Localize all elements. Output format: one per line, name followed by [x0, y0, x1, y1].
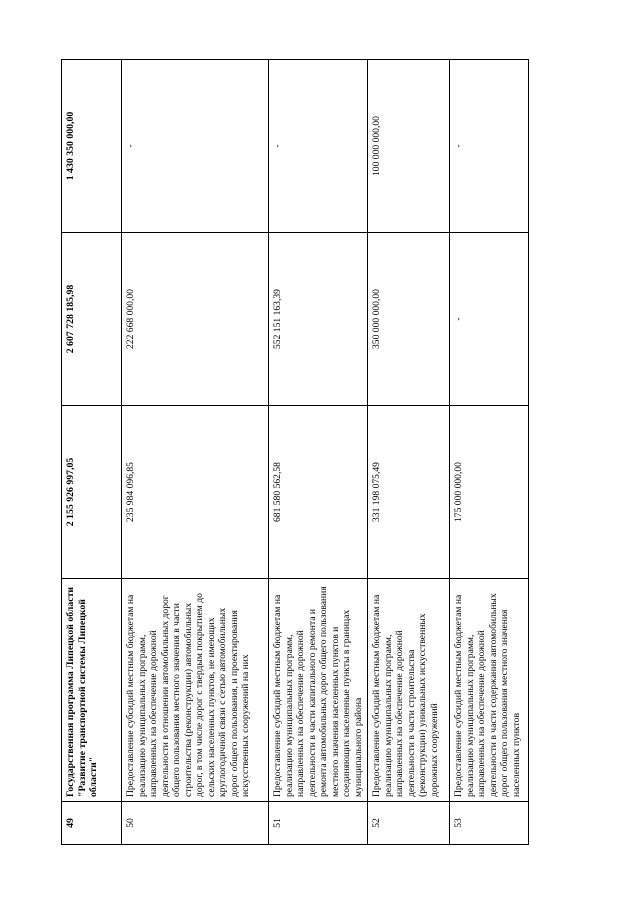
row-description: Предоставление субсидий местным бюджетам на реализацию муниципальных программ, направленных на обеспечение дорожной деятельности в части содержания автомобильных дорог общего пользования местного значения населенных пунктов	[450, 579, 529, 802]
table-row	[62, 60, 122, 845]
amount-col-3: -	[450, 60, 529, 233]
amount-col-2: -	[450, 233, 529, 406]
amount-col-1: 681 580 562,58	[269, 406, 368, 579]
table-row	[122, 60, 269, 845]
amount-col-3: -	[269, 60, 368, 233]
budget-table	[61, 59, 529, 845]
row-description: Предоставление субсидий местным бюджетам на реализацию муниципальных программ, направленных на обеспечение дорожной деятельности в части строительства (реконструкции) уникальных искусственных дорожных сооружений	[368, 579, 450, 802]
row-number: 51	[269, 802, 368, 845]
amount-col-1: 175 000 000,00	[450, 406, 529, 579]
table-row	[368, 60, 450, 845]
row-number: 53	[450, 802, 529, 845]
row-number: 52	[368, 802, 450, 845]
amount-col-3: 100 000 000,00	[368, 60, 450, 233]
amount-col-2: 552 151 163,39	[269, 233, 368, 406]
table-row	[269, 60, 368, 845]
table-row	[450, 60, 529, 845]
rotated-page	[61, 60, 520, 845]
amount-col-2: 2 607 728 185,98	[62, 233, 122, 406]
amount-col-2: 350 000 000,00	[368, 233, 450, 406]
amount-col-1: 235 984 096,85	[122, 406, 269, 579]
amount-col-3: 1 430 350 000,00	[62, 60, 122, 233]
row-description: Предоставление субсидий местным бюджетам на реализацию муниципальных программ, направленных на обеспечение дорожной деятельности в отношении автомобильных дорог общего пользования местного значения в части строительства (реконструкции) автомобильных дорог, в том числе дорог с твердым покрытием до сельских населенных пунктов, не имеющих круглогодичной связи с сетью автомобильных дорог общего пользования, и проектирования искусственных сооружений на них	[122, 579, 269, 802]
row-number: 50	[122, 802, 269, 845]
amount-col-1: 2 155 926 997,05	[62, 406, 122, 579]
amount-col-2: 222 668 000,00	[122, 233, 269, 406]
row-description: Государственная программа Липецкой области "Развитие транспортной системы Липецкой области"	[62, 579, 122, 802]
amount-col-3: -	[122, 60, 269, 233]
row-description: Предоставление субсидий местным бюджетам на реализацию муниципальных программ, направленных на обеспечение дорожной деятельности в части капитального ремонта и ремонта автомобильных дорог общего пользования местного значения населенных пунктов и соединяющих населенные пункты в границах муниципального района	[269, 579, 368, 802]
amount-col-1: 331 198 075,49	[368, 406, 450, 579]
row-number: 49	[62, 802, 122, 845]
